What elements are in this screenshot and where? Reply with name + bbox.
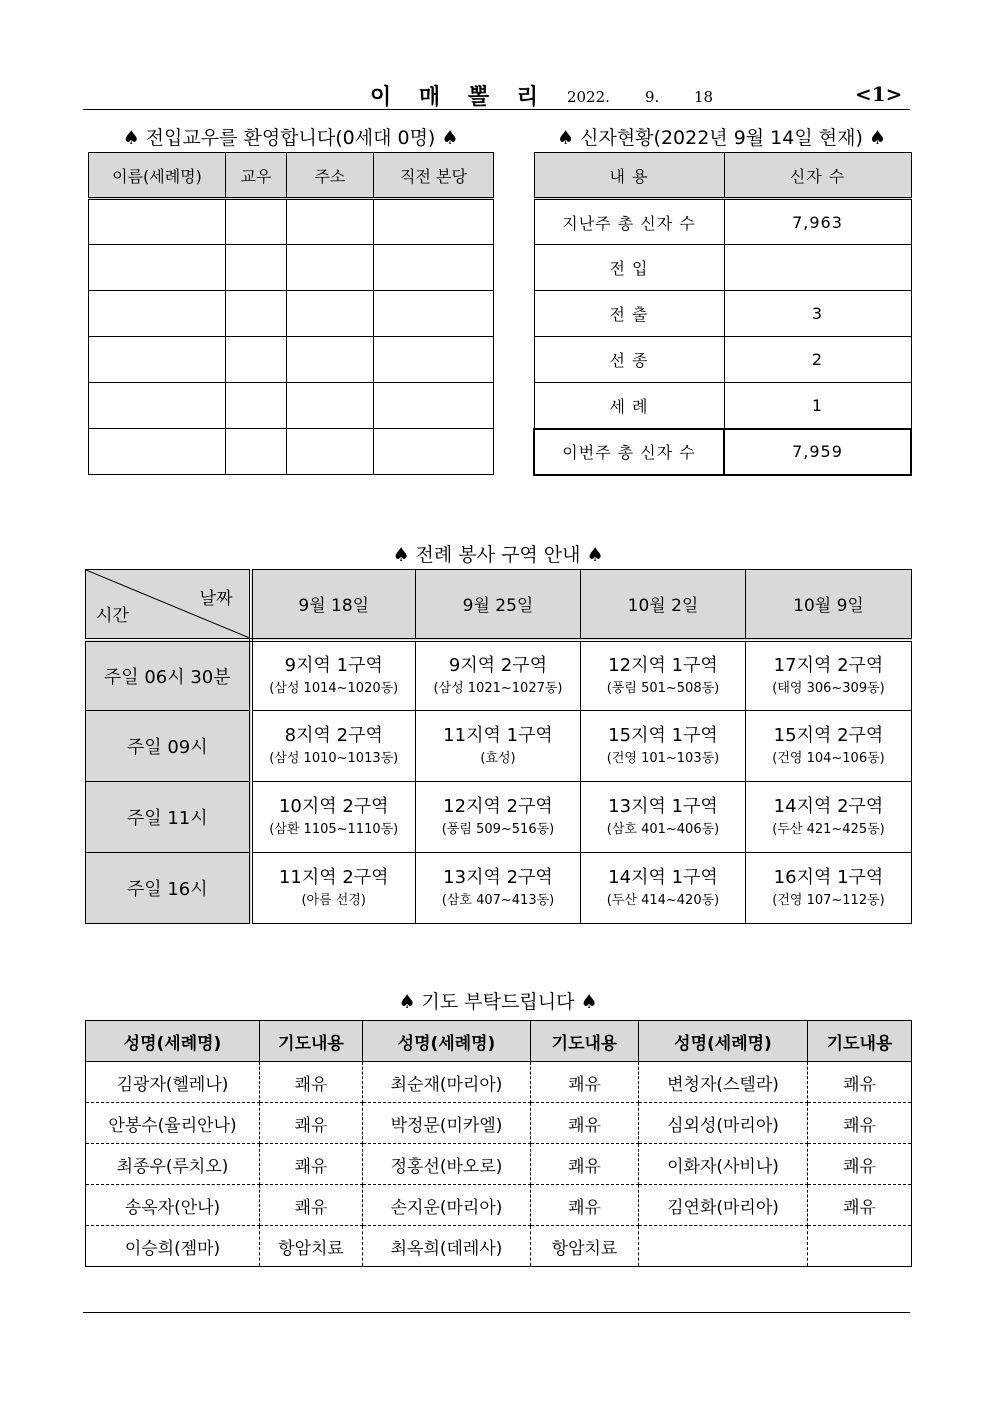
corner-date-label: 날짜 xyxy=(199,589,233,609)
address-text: (두산 421~425동) xyxy=(772,822,885,837)
intention-cell xyxy=(808,1226,912,1267)
cell xyxy=(374,245,494,291)
assignment-cell xyxy=(416,853,581,924)
intention-cell: 쾌유 xyxy=(808,1103,912,1144)
row-value: 7,959 xyxy=(724,429,911,475)
name-cell: 이승희(젬마) xyxy=(86,1226,260,1267)
assignment-cell xyxy=(251,853,416,924)
address-text: (아름 선경) xyxy=(301,893,366,908)
page-number: <1> xyxy=(855,82,903,106)
assignment-cell xyxy=(416,640,581,711)
assignment-cell xyxy=(581,782,746,853)
assignment-cell xyxy=(581,711,746,782)
col-header: 성명(세례명) xyxy=(639,1021,808,1062)
name-cell: 정홍선(바오로) xyxy=(363,1144,531,1185)
service-table xyxy=(85,569,912,924)
address-text: (건영 101~103동) xyxy=(606,751,720,766)
corner-time-label: 시간 xyxy=(96,605,129,626)
assignment-cell xyxy=(251,782,416,853)
name-cell: 박정문(미카엘) xyxy=(363,1103,531,1144)
intention-cell: 쾌유 xyxy=(531,1185,639,1226)
col-header: 직전 본당 xyxy=(374,153,494,199)
area-text: 13지역 2구역 xyxy=(443,867,553,888)
cell xyxy=(89,429,226,475)
table-row xyxy=(86,1062,912,1103)
area-text: 17지역 2구역 xyxy=(773,654,884,676)
welcome-title: ♠ 전입교우를 환영합니다(0세대 0명) ♠ xyxy=(122,127,459,149)
row-label: 세 례 xyxy=(534,383,724,429)
time-cell: 주일 16시 xyxy=(86,853,251,924)
table-row xyxy=(534,291,911,337)
time-cell: 주일 06시 30분 xyxy=(86,640,251,711)
row-value: 7,963 xyxy=(724,199,911,245)
assignment-cell xyxy=(251,640,416,711)
name-cell: 최종우(루치오) xyxy=(86,1144,260,1185)
cell xyxy=(374,199,494,245)
address-text: (삼성 1010~1013동) xyxy=(269,751,399,766)
intention-cell: 쾌유 xyxy=(808,1144,912,1185)
name-cell: 최옥희(데레사) xyxy=(363,1226,531,1267)
intention-cell: 쾌유 xyxy=(531,1062,639,1103)
row-value: 3 xyxy=(724,291,911,337)
address-text: (삼성 1014~1020동) xyxy=(269,680,399,696)
table-row xyxy=(534,199,911,245)
area-text: 9지역 2구역 xyxy=(448,654,548,676)
date-header: 10월 9일 xyxy=(746,570,912,640)
name-cell: 최순재(마리아) xyxy=(363,1062,531,1103)
address-text: (효성) xyxy=(480,751,516,766)
time-cell: 주일 11시 xyxy=(86,782,251,853)
date-header: 10월 2일 xyxy=(581,570,746,640)
cell xyxy=(226,291,287,337)
table-row xyxy=(89,245,494,291)
name-cell: 김광자(헬레나) xyxy=(86,1062,260,1103)
area-text: 9지역 1구역 xyxy=(284,654,383,676)
row-label: 전 출 xyxy=(534,291,724,337)
cell xyxy=(287,337,374,383)
area-text: 14지역 1구역 xyxy=(608,867,718,888)
assignment-cell xyxy=(416,711,581,782)
row-label: 이번주 총 신자 수 xyxy=(534,429,724,475)
row-label: 전 입 xyxy=(534,245,724,291)
prayer-table xyxy=(85,1020,912,1267)
col-header: 기도내용 xyxy=(808,1021,912,1062)
address-text: (풍림 509~516동) xyxy=(441,822,555,837)
assignment-cell xyxy=(581,853,746,924)
area-text: 12지역 2구역 xyxy=(443,796,553,817)
assignment-cell xyxy=(746,711,912,782)
cell xyxy=(226,429,287,475)
cell xyxy=(287,245,374,291)
cell xyxy=(287,291,374,337)
cell xyxy=(226,337,287,383)
address-text: (풍림 501~508동) xyxy=(606,680,720,696)
col-header: 이름(세례명) xyxy=(89,153,226,199)
welcome-table xyxy=(88,152,494,475)
name-cell: 이화자(사비나) xyxy=(639,1144,808,1185)
cell xyxy=(226,245,287,291)
cell xyxy=(89,199,226,245)
col-header: 내 용 xyxy=(534,153,724,199)
table-row xyxy=(89,383,494,429)
col-header: 기도내용 xyxy=(260,1021,363,1062)
footer-rule xyxy=(83,1312,910,1313)
address-text: (삼호 407~413동) xyxy=(441,893,555,908)
area-text: 10지역 2구역 xyxy=(278,796,389,817)
intention-cell: 쾌유 xyxy=(260,1062,363,1103)
intention-cell: 쾌유 xyxy=(260,1185,363,1226)
area-text: 13지역 1구역 xyxy=(608,796,718,817)
assignment-cell xyxy=(251,711,416,782)
assignment-cell xyxy=(416,782,581,853)
name-cell: 변청자(스텔라) xyxy=(639,1062,808,1103)
table-row xyxy=(86,1144,912,1185)
col-header: 주소 xyxy=(287,153,374,199)
area-text: 12지역 1구역 xyxy=(608,654,718,676)
cell xyxy=(287,199,374,245)
area-text: 11지역 1구역 xyxy=(443,725,553,746)
col-header: 성명(세례명) xyxy=(86,1021,260,1062)
cell xyxy=(374,383,494,429)
address-text: (두산 414~420동) xyxy=(606,893,720,908)
assignment-cell xyxy=(746,782,912,853)
intention-cell: 항암치료 xyxy=(260,1226,363,1267)
corner-header xyxy=(86,570,251,640)
area-text: 15지역 1구역 xyxy=(608,725,718,746)
time-cell: 주일 09시 xyxy=(86,711,251,782)
table-row xyxy=(534,383,911,429)
date-header: 9월 25일 xyxy=(416,570,581,640)
area-text: 14지역 2구역 xyxy=(773,796,884,817)
col-header: 교우 xyxy=(226,153,287,199)
bulletin-title: 이 매 뽈 리 xyxy=(370,85,548,110)
name-cell: 심외성(마리아) xyxy=(639,1103,808,1144)
cell xyxy=(226,199,287,245)
assignment-cell xyxy=(581,640,746,711)
address-text: (삼호 401~406동) xyxy=(606,822,720,837)
members-title: ♠ 신자현황(2022년 9월 14일 현재) ♠ xyxy=(557,127,886,149)
address-text: (건영 107~112동) xyxy=(772,893,885,908)
intention-cell: 쾌유 xyxy=(808,1062,912,1103)
assignment-cell xyxy=(746,853,912,924)
name-cell: 송옥자(안나) xyxy=(86,1185,260,1226)
row-value xyxy=(724,245,911,291)
table-row xyxy=(86,1103,912,1144)
area-text: 15지역 2구역 xyxy=(773,725,884,746)
row-label: 선 종 xyxy=(534,337,724,383)
date-month: 9. xyxy=(645,88,660,106)
total-row xyxy=(534,429,911,475)
name-cell: 김연화(마리아) xyxy=(639,1185,808,1226)
row-value: 1 xyxy=(724,383,911,429)
members-table xyxy=(533,152,912,476)
address-text: (건영 104~106동) xyxy=(772,751,885,766)
service-title: ♠ 전례 봉사 구역 안내 ♠ xyxy=(392,544,604,566)
table-row xyxy=(86,853,912,924)
col-header: 신자 수 xyxy=(724,153,911,199)
prayer-title: ♠ 기도 부탁드립니다 ♠ xyxy=(398,991,598,1013)
table-row xyxy=(89,429,494,475)
date-year: 2022. xyxy=(567,88,610,106)
intention-cell: 쾌유 xyxy=(260,1103,363,1144)
row-value: 2 xyxy=(724,337,911,383)
address-text: (삼성 1021~1027동) xyxy=(433,680,563,696)
address-text: (삼환 1105~1110동) xyxy=(269,822,399,837)
name-cell: 손지운(마리아) xyxy=(363,1185,531,1226)
name-cell: 안봉수(율리안나) xyxy=(86,1103,260,1144)
cell xyxy=(89,245,226,291)
area-text: 8지역 2구역 xyxy=(284,725,383,746)
table-row xyxy=(86,782,912,853)
cell xyxy=(287,429,374,475)
area-text: 16지역 1구역 xyxy=(773,867,884,888)
col-header: 성명(세례명) xyxy=(363,1021,531,1062)
cell xyxy=(374,337,494,383)
cell xyxy=(89,383,226,429)
table-row xyxy=(86,1226,912,1267)
cell xyxy=(374,291,494,337)
date-day: 18 xyxy=(694,88,714,106)
table-row xyxy=(89,337,494,383)
intention-cell: 쾌유 xyxy=(531,1103,639,1144)
address-text: (태영 306~309동) xyxy=(772,680,885,696)
cell xyxy=(226,383,287,429)
intention-cell: 쾌유 xyxy=(808,1185,912,1226)
table-row xyxy=(86,1185,912,1226)
intention-cell: 쾌유 xyxy=(531,1144,639,1185)
row-label: 지난주 총 신자 수 xyxy=(534,199,724,245)
table-row xyxy=(89,199,494,245)
col-header: 기도내용 xyxy=(531,1021,639,1062)
table-row xyxy=(86,711,912,782)
assignment-cell xyxy=(746,640,912,711)
cell xyxy=(287,383,374,429)
table-row xyxy=(86,640,912,711)
header-rule xyxy=(83,109,910,110)
cell xyxy=(374,429,494,475)
intention-cell: 항암치료 xyxy=(531,1226,639,1267)
name-cell xyxy=(639,1226,808,1267)
table-row xyxy=(534,245,911,291)
cell xyxy=(89,337,226,383)
cell xyxy=(89,291,226,337)
date-header: 9월 18일 xyxy=(251,570,416,640)
table-row xyxy=(534,337,911,383)
intention-cell: 쾌유 xyxy=(260,1144,363,1185)
table-row xyxy=(89,291,494,337)
area-text: 11지역 2구역 xyxy=(278,867,389,888)
